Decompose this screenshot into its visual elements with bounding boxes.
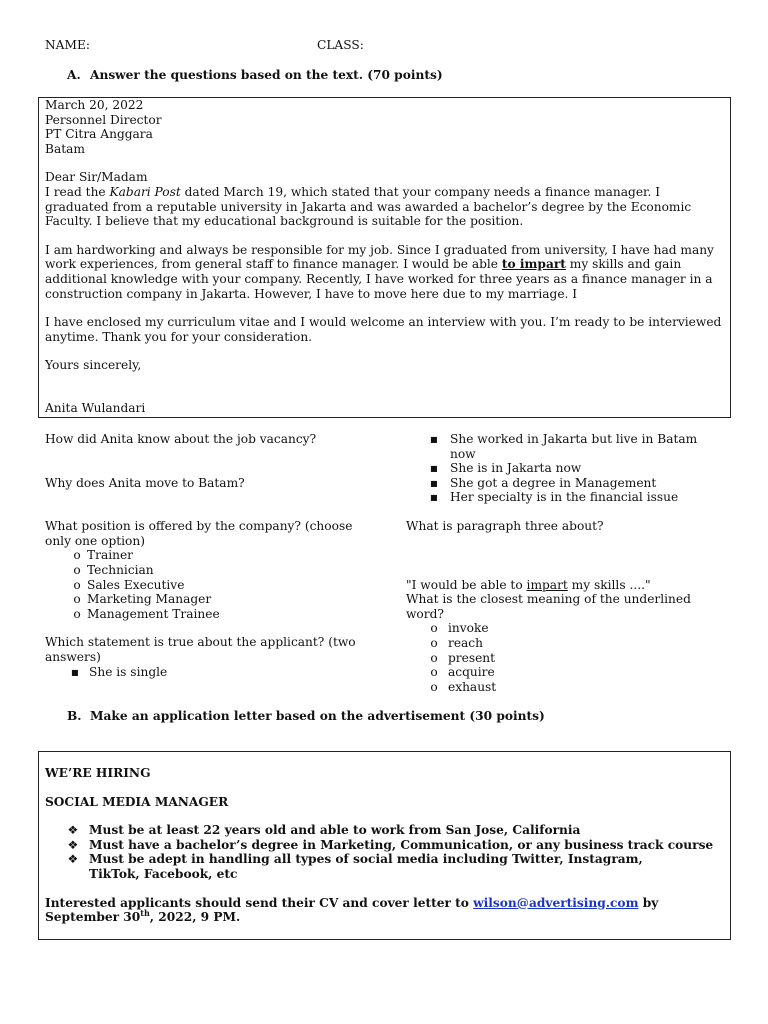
letter-paragraph-2: I am hardworking and always be responsible for my job. Since I graduated from university, I have had many work experiences, from general staff to finance manager. I would be able to impart my skills and gain additional knowledge with your company. Recently, I have worked for three years as a finance manager in a construction company in Jakarta. However, I have to move here due to my marriage. I [45, 242, 714, 301]
list-item: ❖ Must have a bachelor’s degree in Marketing, Communication, or any business track course [45, 838, 725, 853]
question-4: Which statement is true about the applicant? (two answers) [45, 635, 356, 664]
questions-left-column [45, 432, 365, 679]
underlined-phrase: to impart [501, 257, 566, 272]
section-a-letter: A. [67, 68, 81, 82]
letter-closing: Yours sincerely, [45, 358, 142, 373]
list-item: ▪ She got a degree in Management [406, 476, 726, 491]
list-item: ▪ She worked in Jakarta but live in Batam now [406, 432, 726, 461]
question-6-quote: "I would be able to impart my skills ...." [406, 577, 651, 592]
ad-requirements [45, 823, 725, 881]
list-item: o invoke [406, 621, 726, 636]
name-label: NAME: [45, 38, 90, 52]
letter-date: March 20, 2022 [45, 98, 144, 112]
section-b-heading [67, 709, 545, 724]
section-a-heading [67, 68, 443, 83]
date-suffix: th [140, 908, 150, 919]
letter-box [38, 97, 731, 418]
section-b-title: Make an application letter based on the advertisement (30 points) [90, 709, 545, 723]
circle-bullet-icon: o [73, 577, 81, 592]
circle-bullet-icon: o [73, 606, 81, 621]
list-item: ❖ Must be at least 22 years old and able to work from San Jose, California [45, 823, 725, 838]
letter-signature: Anita Wulandari [45, 400, 146, 415]
question-5: What is paragraph three about? [406, 518, 604, 533]
square-bullet-icon: ▪ [429, 461, 439, 476]
question-1: How did Anita know about the job vacancy? [45, 432, 317, 446]
circle-bullet-icon: o [73, 592, 81, 607]
list-item: o Trainer [45, 548, 365, 563]
circle-bullet-icon: o [430, 635, 438, 650]
class-label: CLASS: [317, 38, 364, 52]
ad-hiring-heading: WE’RE HIRING [45, 766, 151, 780]
list-item: o reach [406, 636, 726, 651]
list-item: o Marketing Manager [45, 592, 365, 607]
square-bullet-icon: ▪ [429, 475, 439, 490]
list-item: ▪ She is in Jakarta now [406, 461, 726, 476]
list-item: o Sales Executive [45, 578, 365, 593]
list-item: o Technician [45, 563, 365, 578]
letter-paragraph-3: I have enclosed my curriculum vitae and I would welcome an interview with you. I’m ready to be interviewed anytime. Thank you for your consideration. [45, 315, 722, 344]
list-item: o exhaust [406, 680, 726, 695]
list-item: ❖ Must be adept in handling all types of social media including Twitter, Instagram, TikTok, Facebook, etc [45, 852, 725, 881]
list-item: o present [406, 651, 726, 666]
question-6-options [406, 621, 726, 694]
question-3-options [45, 548, 365, 621]
circle-bullet-icon: o [430, 679, 438, 694]
advertisement-box [38, 751, 731, 940]
newspaper-name: Kabari Post [109, 184, 181, 199]
circle-bullet-icon: o [430, 621, 438, 636]
list-item: o acquire [406, 665, 726, 680]
square-bullet-icon: ▪ [70, 664, 80, 679]
question-2: Why does Anita move to Batam? [45, 475, 245, 490]
circle-bullet-icon: o [73, 562, 81, 577]
letter-recipient-title: Personnel Director [45, 112, 162, 127]
circle-bullet-icon: o [430, 665, 438, 680]
letter-greeting: Dear Sir/Madam [45, 170, 148, 185]
ad-footer: Interested applicants should send their CV and cover letter to wilson@advertising.com by September 30th, 2022, 9 PM. [45, 895, 659, 925]
square-bullet-icon: ▪ [429, 490, 439, 505]
letter-paragraph-1: I read the Kabari Post dated March 19, which stated that your company needs a finance manager. I graduated from a reputable university in Jakarta and was awarded a bachelor’s degree by the Economic Faculty. I believe that my educational background is suitable for the position. [45, 184, 692, 229]
diamond-bullet-icon: ❖ [67, 837, 79, 852]
list-item: o Management Trainee [45, 607, 365, 622]
question-3: What position is offered by the company? (choose only one option) [45, 519, 353, 548]
list-item: ▪ She is single [45, 665, 365, 680]
email-link[interactable]: wilson@advertising.com [473, 895, 639, 910]
letter-company: PT Citra Anggara [45, 127, 153, 142]
square-bullet-icon: ▪ [429, 432, 439, 446]
questions-right-column [406, 432, 726, 694]
ad-position-title: SOCIAL MEDIA MANAGER [45, 794, 229, 809]
circle-bullet-icon: o [430, 650, 438, 665]
section-b-letter: B. [67, 709, 82, 723]
diamond-bullet-icon: ❖ [67, 852, 79, 867]
list-item: ▪ Her specialty is in the financial issue [406, 490, 726, 505]
diamond-bullet-icon: ❖ [67, 823, 79, 838]
letter-city: Batam [45, 141, 85, 156]
question-6: What is the closest meaning of the underlined word? [406, 592, 691, 621]
circle-bullet-icon: o [73, 548, 81, 563]
underlined-word: impart [526, 577, 568, 592]
section-a-title: Answer the questions based on the text. (70 points) [90, 68, 443, 82]
